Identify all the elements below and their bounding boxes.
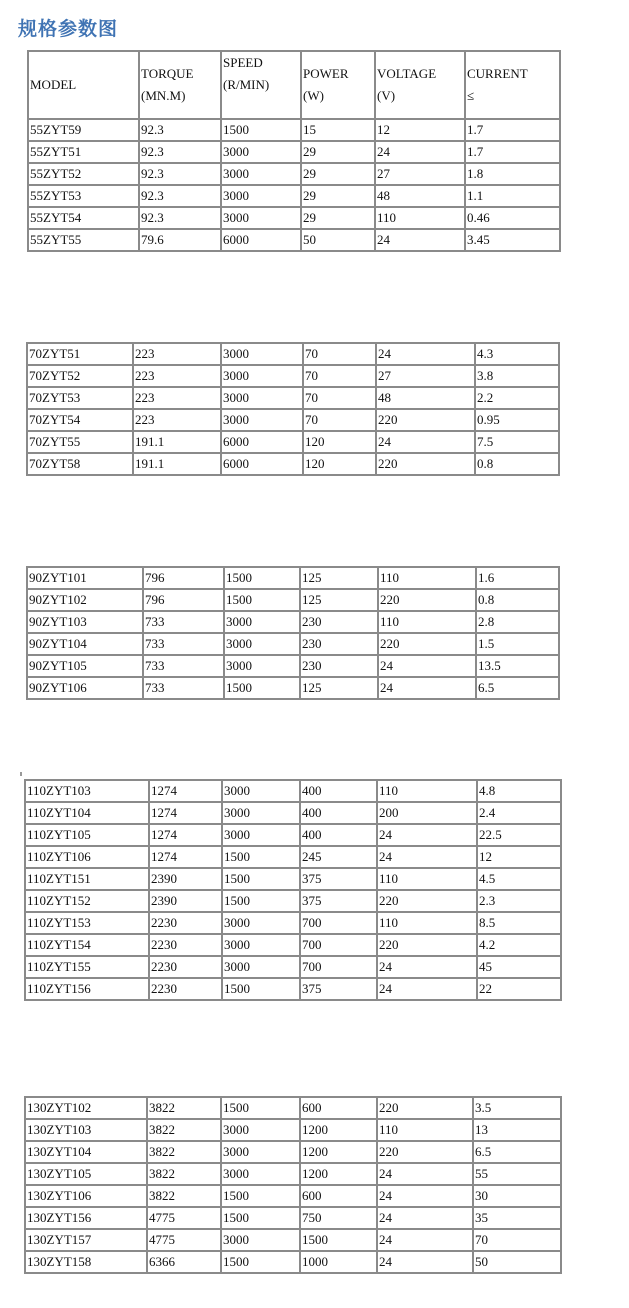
cell-model: 110ZYT153 [25,912,149,934]
cell-voltage: 200 [377,802,477,824]
table-row [25,1251,561,1273]
spec-table-70zyt [26,342,560,476]
cell-speed: 3000 [221,1141,300,1163]
header-power: POWER (W) [301,51,375,119]
table-row [25,824,561,846]
cell-voltage: 220 [377,890,477,912]
cell-voltage: 110 [378,567,476,589]
cell-current: 2.3 [477,890,561,912]
cell-current: 3.45 [465,229,560,251]
cell-voltage: 24 [376,431,475,453]
cell-power: 245 [300,846,377,868]
cell-torque: 223 [133,365,221,387]
cell-power: 70 [303,365,376,387]
cell-power: 375 [300,890,377,912]
cell-speed: 3000 [222,956,300,978]
cell-current: 0.46 [465,207,560,229]
cell-power: 70 [303,343,376,365]
table-row [28,229,560,251]
header-current: CURRENT ≤ [465,51,560,119]
cell-speed: 1500 [222,846,300,868]
cell-model: 110ZYT152 [25,890,149,912]
table-row [27,343,559,365]
spec-table-90zyt [26,566,560,700]
cell-power: 375 [300,978,377,1000]
cell-speed: 6000 [221,229,301,251]
cell-voltage: 24 [377,846,477,868]
cell-voltage: 220 [376,453,475,475]
cell-model: 130ZYT105 [25,1163,147,1185]
cell-model: 110ZYT155 [25,956,149,978]
cell-speed: 3000 [222,802,300,824]
cell-power: 120 [303,431,376,453]
cell-current: 12 [477,846,561,868]
cell-current: 22.5 [477,824,561,846]
cell-model: 110ZYT151 [25,868,149,890]
cell-power: 70 [303,387,376,409]
cell-model: 90ZYT102 [27,589,143,611]
cell-voltage: 220 [376,409,475,431]
cell-torque: 79.6 [139,229,221,251]
cell-speed: 1500 [224,677,300,699]
cell-speed: 1500 [222,978,300,1000]
cell-speed: 3000 [224,655,300,677]
cell-voltage: 24 [377,1163,473,1185]
cell-torque: 4775 [147,1229,221,1251]
spec-table-130zyt [24,1096,562,1274]
cell-speed: 3000 [221,185,301,207]
cell-voltage: 24 [378,677,476,699]
cell-speed: 3000 [222,934,300,956]
cell-speed: 1500 [221,1251,300,1273]
table-row [25,1163,561,1185]
cell-power: 1200 [300,1119,377,1141]
cell-model: 90ZYT104 [27,633,143,655]
cell-torque: 2390 [149,890,222,912]
cell-model: 130ZYT103 [25,1119,147,1141]
cell-voltage: 24 [375,141,465,163]
cell-speed: 3000 [221,365,303,387]
table-row [25,956,561,978]
cell-current: 4.5 [477,868,561,890]
spec-table-110zyt [24,779,562,1001]
cell-torque: 3822 [147,1097,221,1119]
cell-power: 700 [300,934,377,956]
table-row [27,365,559,387]
cell-current: 1.8 [465,163,560,185]
cell-current: 50 [473,1251,561,1273]
cell-torque: 733 [143,677,224,699]
cell-speed: 1500 [224,567,300,589]
table-row [28,185,560,207]
cell-voltage: 110 [377,868,477,890]
cell-current: 2.4 [477,802,561,824]
table-row [28,141,560,163]
cell-power: 120 [303,453,376,475]
cell-speed: 3000 [222,912,300,934]
cell-speed: 1500 [221,1097,300,1119]
cell-model: 130ZYT158 [25,1251,147,1273]
cell-model: 110ZYT103 [25,780,149,802]
cell-speed: 3000 [222,824,300,846]
cell-model: 110ZYT104 [25,802,149,824]
cell-voltage: 24 [377,1207,473,1229]
cell-power: 375 [300,868,377,890]
cell-current: 13.5 [476,655,559,677]
table-row [27,633,559,655]
cell-voltage: 12 [375,119,465,141]
cell-power: 29 [301,185,375,207]
cell-torque: 92.3 [139,185,221,207]
table-row [27,677,559,699]
cell-power: 125 [300,589,378,611]
table-row [27,589,559,611]
cell-speed: 3000 [224,633,300,655]
cell-speed: 1500 [221,1207,300,1229]
table-row [25,1097,561,1119]
cell-model: 70ZYT54 [27,409,133,431]
cell-model: 90ZYT106 [27,677,143,699]
cell-current: 1.7 [465,141,560,163]
cell-voltage: 24 [377,1229,473,1251]
header-model: MODEL [28,51,139,119]
cell-model: 70ZYT55 [27,431,133,453]
cell-torque: 2230 [149,934,222,956]
cell-voltage: 220 [378,633,476,655]
cell-power: 400 [300,780,377,802]
cell-power: 600 [300,1097,377,1119]
cell-power: 50 [301,229,375,251]
table-row [28,207,560,229]
spec-table-55zyt [27,50,561,252]
cell-model: 110ZYT154 [25,934,149,956]
cell-power: 230 [300,611,378,633]
table-row [27,387,559,409]
table-row [25,846,561,868]
cell-speed: 3000 [221,409,303,431]
cell-model: 90ZYT103 [27,611,143,633]
cell-voltage: 24 [378,655,476,677]
table-row [28,163,560,185]
cell-current: 4.3 [475,343,559,365]
cell-speed: 3000 [221,207,301,229]
cell-model: 130ZYT104 [25,1141,147,1163]
table-row [27,453,559,475]
cell-current: 2.8 [476,611,559,633]
table-row [27,409,559,431]
table-row [25,1119,561,1141]
cell-power: 125 [300,567,378,589]
cell-power: 1000 [300,1251,377,1273]
cell-torque: 4775 [147,1207,221,1229]
cell-speed: 6000 [221,431,303,453]
cell-voltage: 27 [376,365,475,387]
cell-power: 230 [300,633,378,655]
cell-torque: 223 [133,343,221,365]
cell-torque: 92.3 [139,207,221,229]
table-row [27,431,559,453]
cell-power: 750 [300,1207,377,1229]
cell-voltage: 110 [378,611,476,633]
cell-voltage: 24 [377,824,477,846]
table-row [25,1229,561,1251]
table-row [27,655,559,677]
cell-torque: 3822 [147,1185,221,1207]
table-row [25,868,561,890]
cell-model: 55ZYT59 [28,119,139,141]
cell-model: 90ZYT105 [27,655,143,677]
cell-current: 4.2 [477,934,561,956]
cell-power: 1500 [300,1229,377,1251]
cell-speed: 3000 [221,387,303,409]
cell-model: 130ZYT156 [25,1207,147,1229]
cell-model: 130ZYT106 [25,1185,147,1207]
cell-current: 3.8 [475,365,559,387]
cell-current: 7.5 [475,431,559,453]
table-row [27,567,559,589]
cell-power: 700 [300,912,377,934]
cell-torque: 3822 [147,1141,221,1163]
cell-speed: 3000 [221,1163,300,1185]
cell-current: 0.8 [475,453,559,475]
cell-torque: 796 [143,567,224,589]
table-row [25,1185,561,1207]
cell-current: 70 [473,1229,561,1251]
cell-current: 0.95 [475,409,559,431]
cell-model: 110ZYT105 [25,824,149,846]
cell-torque: 1274 [149,846,222,868]
cell-current: 6.5 [473,1141,561,1163]
cell-speed: 1500 [221,1185,300,1207]
cell-model: 55ZYT54 [28,207,139,229]
header-torque: TORQUE (MN.M) [139,51,221,119]
cell-speed: 3000 [221,141,301,163]
table-row [25,912,561,934]
cell-voltage: 27 [375,163,465,185]
cell-current: 8.5 [477,912,561,934]
cell-current: 30 [473,1185,561,1207]
cell-current: 1.1 [465,185,560,207]
cell-power: 29 [301,163,375,185]
cell-current: 6.5 [476,677,559,699]
cell-torque: 6366 [147,1251,221,1273]
cell-torque: 1274 [149,802,222,824]
cell-voltage: 220 [378,589,476,611]
cell-torque: 2230 [149,912,222,934]
cell-voltage: 24 [377,1185,473,1207]
cell-speed: 1500 [222,868,300,890]
cell-current: 22 [477,978,561,1000]
table-row [27,611,559,633]
cell-power: 400 [300,802,377,824]
cell-voltage: 220 [377,934,477,956]
table-row [25,802,561,824]
cell-current: 1.7 [465,119,560,141]
cell-model: 55ZYT51 [28,141,139,163]
cell-model: 70ZYT53 [27,387,133,409]
cell-power: 29 [301,207,375,229]
table-row [25,1207,561,1229]
cell-torque: 1274 [149,780,222,802]
cell-current: 4.8 [477,780,561,802]
cell-power: 700 [300,956,377,978]
cell-model: 90ZYT101 [27,567,143,589]
cell-power: 1200 [300,1141,377,1163]
cell-voltage: 110 [377,1119,473,1141]
cell-voltage: 110 [377,780,477,802]
cell-model: 70ZYT52 [27,365,133,387]
cell-voltage: 24 [375,229,465,251]
cell-model: 70ZYT58 [27,453,133,475]
table-row [25,780,561,802]
cell-voltage: 48 [375,185,465,207]
header-row [28,51,560,119]
cell-power: 230 [300,655,378,677]
cell-torque: 733 [143,655,224,677]
cell-torque: 2390 [149,868,222,890]
cell-torque: 3822 [147,1163,221,1185]
cell-current: 55 [473,1163,561,1185]
cell-voltage: 220 [377,1141,473,1163]
cell-voltage: 220 [377,1097,473,1119]
cell-current: 45 [477,956,561,978]
cell-torque: 92.3 [139,163,221,185]
table-row [25,1141,561,1163]
cell-speed: 3000 [224,611,300,633]
cell-power: 29 [301,141,375,163]
cell-power: 600 [300,1185,377,1207]
cell-torque: 2230 [149,978,222,1000]
cell-power: 125 [300,677,378,699]
cell-torque: 191.1 [133,431,221,453]
cell-power: 70 [303,409,376,431]
cell-torque: 92.3 [139,119,221,141]
cell-speed: 3000 [221,1119,300,1141]
header-speed: SPEED (R/MIN) [221,51,301,119]
table-row [25,978,561,1000]
cell-model: 130ZYT157 [25,1229,147,1251]
cell-torque: 191.1 [133,453,221,475]
cell-torque: 223 [133,409,221,431]
cell-speed: 6000 [221,453,303,475]
cell-speed: 3000 [221,163,301,185]
cell-current: 13 [473,1119,561,1141]
cell-torque: 733 [143,633,224,655]
cell-torque: 92.3 [139,141,221,163]
cell-torque: 1274 [149,824,222,846]
cell-speed: 3000 [221,1229,300,1251]
cell-voltage: 24 [377,1251,473,1273]
cell-model: 110ZYT106 [25,846,149,868]
cell-torque: 796 [143,589,224,611]
cell-model: 130ZYT102 [25,1097,147,1119]
cell-voltage: 110 [375,207,465,229]
page-title: 规格参数图 [18,18,119,40]
cell-current: 1.5 [476,633,559,655]
cell-model: 55ZYT53 [28,185,139,207]
header-voltage: VOLTAGE (V) [375,51,465,119]
cell-voltage: 48 [376,387,475,409]
cell-torque: 223 [133,387,221,409]
cell-current: 1.6 [476,567,559,589]
cell-voltage: 110 [377,912,477,934]
cell-speed: 1500 [221,119,301,141]
cell-torque: 2230 [149,956,222,978]
table-row [28,119,560,141]
cell-speed: 3000 [222,780,300,802]
divider-mark [20,772,22,776]
cell-current: 3.5 [473,1097,561,1119]
cell-torque: 3822 [147,1119,221,1141]
cell-speed: 1500 [222,890,300,912]
cell-power: 15 [301,119,375,141]
table-row [25,934,561,956]
cell-model: 70ZYT51 [27,343,133,365]
cell-voltage: 24 [376,343,475,365]
cell-speed: 1500 [224,589,300,611]
cell-current: 2.2 [475,387,559,409]
cell-model: 55ZYT55 [28,229,139,251]
cell-voltage: 24 [377,978,477,1000]
cell-power: 1200 [300,1163,377,1185]
cell-torque: 733 [143,611,224,633]
cell-model: 110ZYT156 [25,978,149,1000]
cell-model: 55ZYT52 [28,163,139,185]
cell-current: 0.8 [476,589,559,611]
table-row [25,890,561,912]
cell-speed: 3000 [221,343,303,365]
cell-current: 35 [473,1207,561,1229]
cell-voltage: 24 [377,956,477,978]
cell-power: 400 [300,824,377,846]
